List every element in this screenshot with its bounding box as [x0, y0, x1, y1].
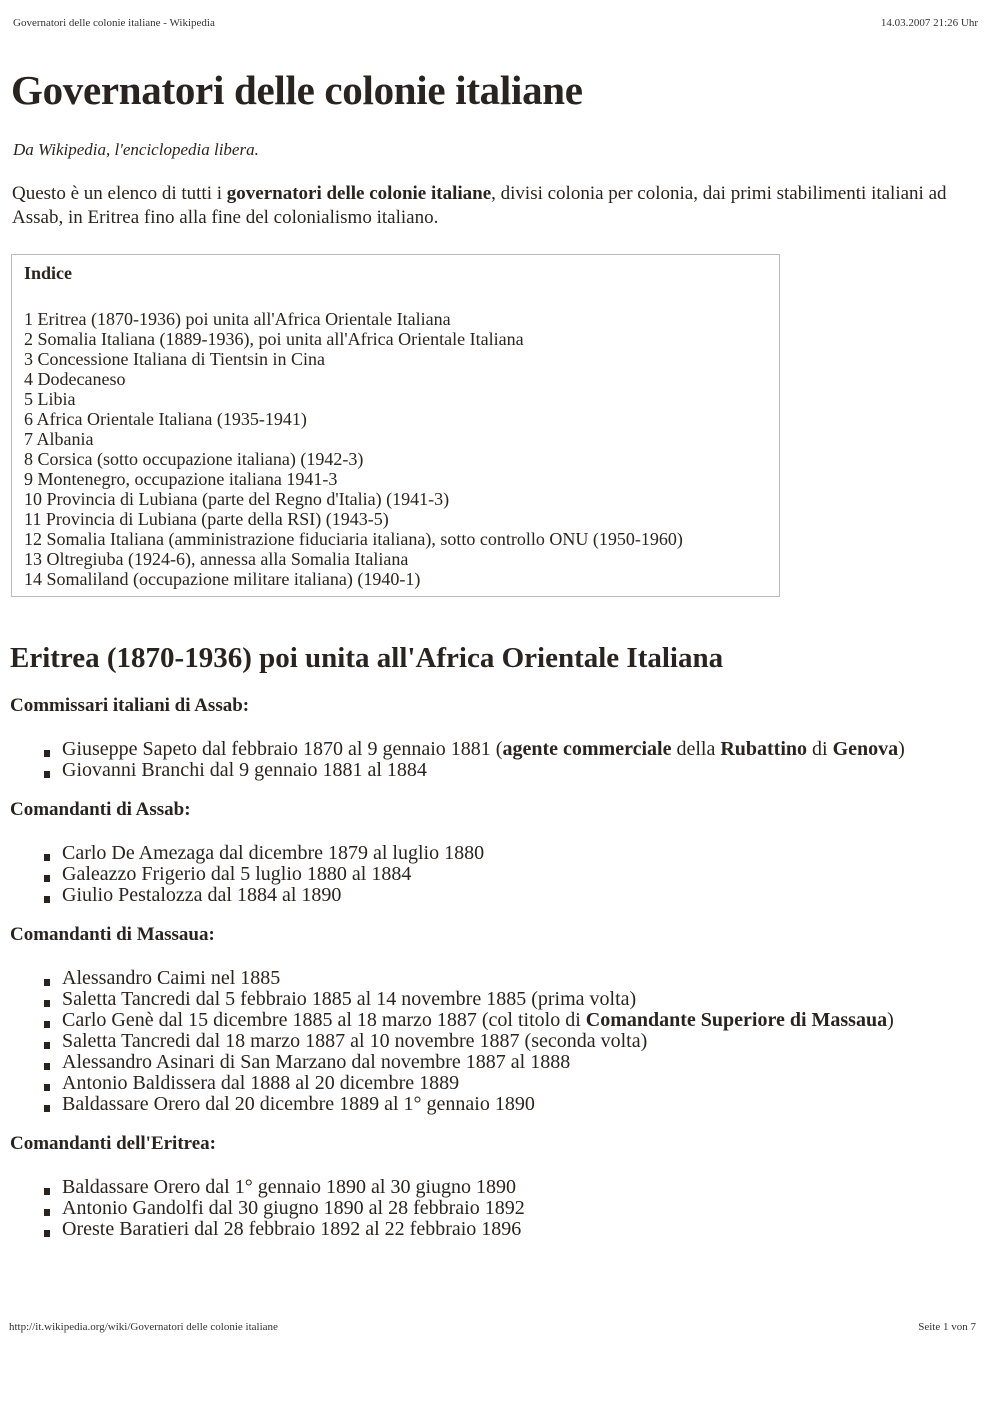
item-text: Oreste Baratieri dal 28 febbraio 1892 al 22 febbraio 1896: [62, 1218, 522, 1240]
item-text: Antonio Gandolfi dal 30 giugno 1890 al 28 febbraio 1892: [62, 1197, 525, 1219]
list-item: [40, 1031, 990, 1052]
governor-list: [10, 739, 990, 781]
toc-item[interactable]: 5 Libia: [24, 389, 76, 409]
list-item: [40, 739, 990, 760]
toc-list: [24, 309, 683, 589]
page-title: Governatori delle colonie italiane: [11, 67, 583, 113]
list-item: [40, 885, 990, 906]
list-item: [40, 1177, 990, 1198]
toc-title: Indice: [24, 263, 73, 283]
intro-text: Questo è un elenco di tutti i: [12, 183, 227, 204]
list-item: [40, 1052, 990, 1073]
list-item: [40, 864, 990, 885]
table-of-contents: [11, 254, 780, 597]
item-text: Carlo De Amezaga dal dicembre 1879 al luglio 1880: [62, 842, 485, 864]
toc-item[interactable]: 8 Corsica (sotto occupazione italiana) (1942-3): [24, 449, 364, 469]
section-eritrea: [10, 642, 990, 1258]
wiki-link[interactable]: agente commerciale: [502, 738, 672, 760]
item-text: Carlo Genè dal 15 dicembre 1885 al 18 marzo 1887 (col titolo di: [62, 1009, 586, 1031]
governor-list: [10, 1177, 990, 1240]
governor-list: [10, 843, 990, 906]
intro-text: , divisi colonia per colonia, dai primi stabilimenti italiani ad Assab, in Eritrea fino alla fine del colonialismo italiano.: [12, 183, 947, 228]
list-item: [40, 1219, 990, 1240]
intro-paragraph: [12, 182, 972, 230]
wiki-link[interactable]: Comandante Superiore di Massaua: [585, 1009, 888, 1031]
toc-item[interactable]: 6 Africa Orientale Italiana (1935-1941): [24, 409, 307, 429]
item-text: Antonio Baldissera dal 1888 al 20 dicembre 1889: [62, 1072, 460, 1094]
list-item: [40, 989, 990, 1010]
list-item: [40, 1198, 990, 1219]
list-item: [40, 1073, 990, 1094]
item-text: ): [887, 1009, 894, 1031]
toc-item[interactable]: 13 Oltregiuba (1924-6), annessa alla Somalia Italiana: [24, 549, 409, 569]
subsection-heading: Commissari italiani di Assab:: [10, 695, 250, 716]
item-text: Saletta Tancredi dal 5 febbraio 1885 al 14 novembre 1885 (prima volta): [62, 988, 637, 1010]
toc-item[interactable]: 9 Montenegro, occupazione italiana 1941-3: [24, 469, 338, 489]
item-text: di: [807, 738, 833, 760]
item-text: Alessandro Caimi nel 1885: [62, 967, 281, 989]
item-text: ): [898, 738, 905, 760]
list-item: [40, 843, 990, 864]
list-item: [40, 968, 990, 989]
item-text: Giovanni Branchi dal 9 gennaio 1881 al 1884: [62, 759, 427, 781]
toc-item[interactable]: 2 Somalia Italiana (1889-1936), poi unita all'Africa Orientale Italiana: [24, 329, 524, 349]
item-text: Saletta Tancredi dal 18 marzo 1887 al 10 novembre 1887 (seconda volta): [62, 1030, 648, 1052]
toc-item[interactable]: 11 Provincia di Lubiana (parte della RSI) (1943-5): [24, 509, 389, 529]
item-text: della: [671, 738, 721, 760]
toc-item[interactable]: 7 Albania: [24, 429, 94, 449]
print-footer-url: http://it.wikipedia.org/wiki/Governatori delle colonie italiane: [9, 1321, 278, 1333]
subsection-heading: Comandanti dell'Eritrea:: [10, 1133, 217, 1154]
subsection-heading: Comandanti di Assab:: [10, 799, 191, 820]
list-item: [40, 1010, 990, 1031]
governor-list: [10, 968, 990, 1115]
section-heading: Eritrea (1870-1936) poi unita all'Africa Orientale Italiana: [10, 642, 724, 674]
item-text: Giulio Pestalozza dal 1884 al 1890: [62, 884, 342, 906]
item-text: Baldassare Orero dal 1° gennaio 1890 al 30 giugno 1890: [62, 1176, 517, 1198]
toc-item[interactable]: 4 Dodecaneso: [24, 369, 126, 389]
print-header-title: Governatori delle colonie italiane - Wikipedia: [13, 17, 215, 29]
print-header-timestamp: 14.03.2007 21:26 Uhr: [880, 17, 978, 29]
item-text: Giuseppe Sapeto dal febbraio 1870 al 9 gennaio 1881 (: [62, 738, 503, 760]
toc-item[interactable]: 12 Somalia Italiana (amministrazione fiduciaria italiana), sotto controllo ONU (1950-1960): [24, 529, 683, 549]
wiki-link[interactable]: Genova: [832, 738, 899, 760]
toc-item[interactable]: 10 Provincia di Lubiana (parte del Regno d'Italia) (1941-3): [24, 489, 450, 509]
print-footer-page: Seite 1 von 7: [918, 1321, 976, 1333]
toc-item[interactable]: 14 Somaliland (occupazione militare italiana) (1940-1): [24, 569, 421, 589]
subsection-heading: Comandanti di Massaua:: [10, 924, 215, 945]
toc-item[interactable]: 3 Concessione Italiana di Tientsin in Cina: [24, 349, 325, 369]
wiki-link[interactable]: Rubattino: [720, 738, 808, 760]
item-text: Alessandro Asinari di San Marzano dal novembre 1887 al 1888: [62, 1051, 571, 1073]
intro-bold-link[interactable]: governatori delle colonie italiane: [226, 183, 492, 204]
toc-item[interactable]: 1 Eritrea (1870-1936) poi unita all'Africa Orientale Italiana: [24, 309, 451, 329]
page-subtitle: Da Wikipedia, l'enciclopedia libera.: [13, 140, 259, 159]
item-text: Baldassare Orero dal 20 dicembre 1889 al 1° gennaio 1890: [62, 1093, 535, 1115]
list-item: [40, 760, 990, 781]
item-text: Galeazzo Frigerio dal 5 luglio 1880 al 1884: [62, 863, 412, 885]
list-item: [40, 1094, 990, 1115]
